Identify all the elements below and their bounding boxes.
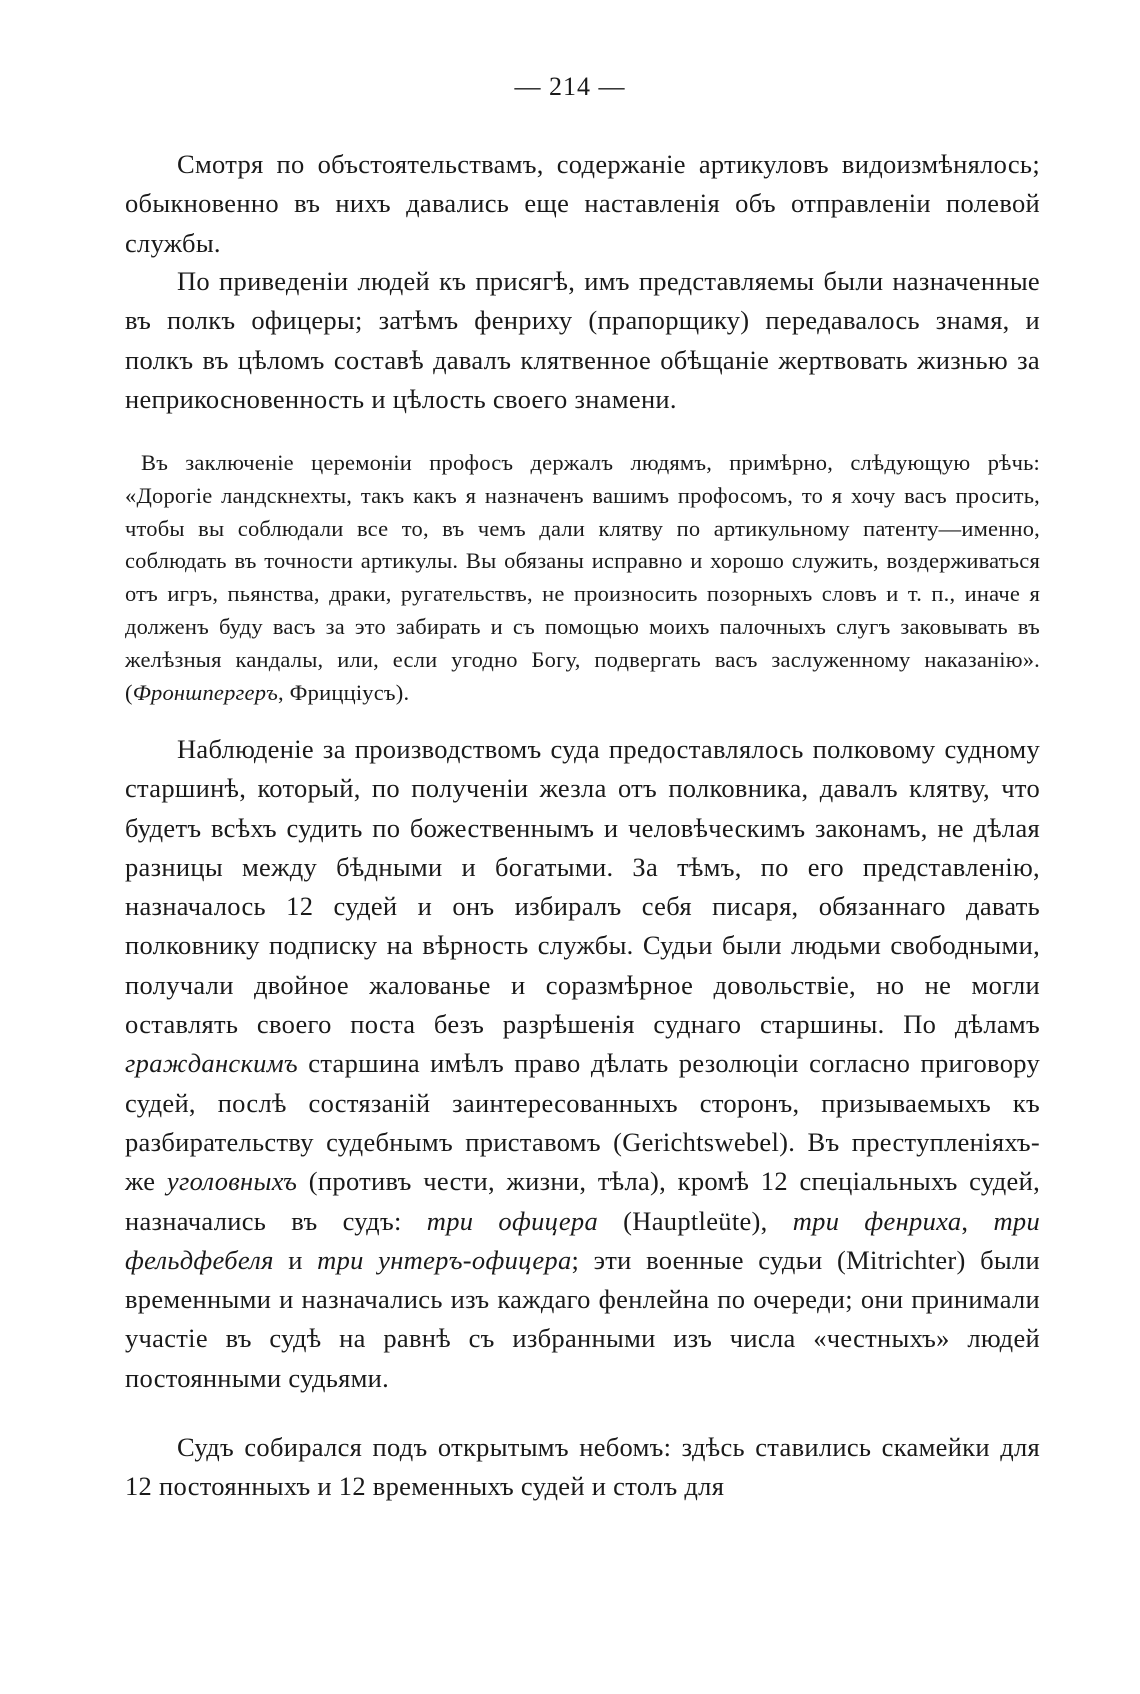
paragraph-text: Смотря по объстоятельствамъ, содержаніе артикуловъ видоизмѣнялось; обыкновенно въ нихъ давались еще наставленія объ отправленіи полевой службы. — [125, 149, 1040, 258]
text-segment: (Hauptleüte), — [598, 1205, 793, 1236]
paragraph-5 — [125, 1428, 1040, 1507]
paragraph-1 — [125, 145, 1040, 263]
italic-term: три фельдфебеля — [125, 1205, 1040, 1275]
italic-term: три унтеръ-офицера — [317, 1244, 572, 1275]
italic-term: три фенриха — [792, 1205, 962, 1236]
paragraph-4 — [125, 730, 1040, 1398]
paragraph-2 — [125, 262, 1040, 419]
quote-text — [125, 447, 1040, 709]
text-segment: (противъ чести, жизни, тѣла), кромѣ 12 спеціальныхъ судей, назначались въ судъ: — [125, 1166, 1041, 1236]
quote-paragraph — [125, 447, 1040, 709]
paragraph-text: По приведеніи людей къ присягѣ, имъ представляемы были назначенные въ полкъ офицеры; затѣмъ фенриху (прапорщику) передавалось знамя, и полкъ въ цѣломъ составѣ давалъ клятвенное обѣщаніе жертвовать жизнью за неприкосновенность и цѣлость своего знамени. — [125, 266, 1040, 414]
text-segment: и — [273, 1244, 318, 1275]
quote-source-end: , Фрицціусъ). — [278, 679, 410, 705]
text-segment: ; эти военные судьи (Mitrichter) были временными и назначались изъ каждаго фенлейна по очереди; они принимали участіе въ судѣ на равнѣ съ избранными изъ числа «честныхъ» людей постоянными судьями. — [125, 1244, 1040, 1393]
italic-term: гражданскимъ — [125, 1048, 298, 1079]
paragraph-text — [125, 730, 1040, 1398]
italic-term: уголовныхъ — [166, 1166, 298, 1197]
quote-body: Въ заключеніе церемоніи профосъ держалъ людямъ, примѣрно, слѣдующую рѣчь: «Дорогіе ландскнехты, такъ какъ я назначенъ вашимъ профосомъ, то я хочу васъ просить, чтобы вы соблюдали все то, въ чемъ дали клятву по артикульному патенту—именно, соблюдать въ точности артикулы. Вы обязаны исправно и хорошо служить, воздерживаться отъ игръ, пьянства, драки, ругательствъ, не произносить позорныхъ словъ и т. п., иначе я долженъ буду васъ за это забирать и съ помощью моихъ палочныхъ слугъ заковывать въ желѣзныя кандалы, или, если угодно Богу, подвергать васъ заслуженному наказанію». ( — [125, 450, 1040, 705]
quote-source-author: Фроншпергеръ — [132, 679, 279, 705]
page-number: — 214 — — [514, 72, 626, 101]
text-segment: , — [961, 1205, 994, 1236]
paragraph-text: Судъ собирался подъ открытымъ небомъ: здѣсь ставились скамейки для 12 постоянныхъ и 12 временныхъ судей и столъ для — [125, 1432, 1040, 1502]
text-segment: старшина имѣлъ право дѣлать резолюціи согласно приговору судей, послѣ состязаній заинтересованныхъ сторонъ, призываемыхъ къ разбирательству судебнымъ приставомъ (Gerichtswebel). Въ преступленіяхъ-же — [125, 1048, 1040, 1197]
text-segment: Наблюденіе за производствомъ суда предоставлялось полковому судному старшинѣ, который, по полученіи жезла отъ полковника, давалъ клятву, что будетъ всѣхъ судить по божественнымъ и человѣческимъ законамъ, не дѣлая разницы между бѣдными и богатыми. За тѣмъ, по его представленію, назначалось 12 судей и онъ избиралъ себя писаря, обязаннаго давать полковнику подписку на вѣрность службы. Судьи были людьми свободными, получали двойное жалованье и соразмѣрное довольствіе, но не могли оставлять своего поста безъ разрѣшенія суднаго старшины. По дѣламъ — [125, 734, 1040, 1040]
italic-term: три офицера — [426, 1205, 599, 1236]
